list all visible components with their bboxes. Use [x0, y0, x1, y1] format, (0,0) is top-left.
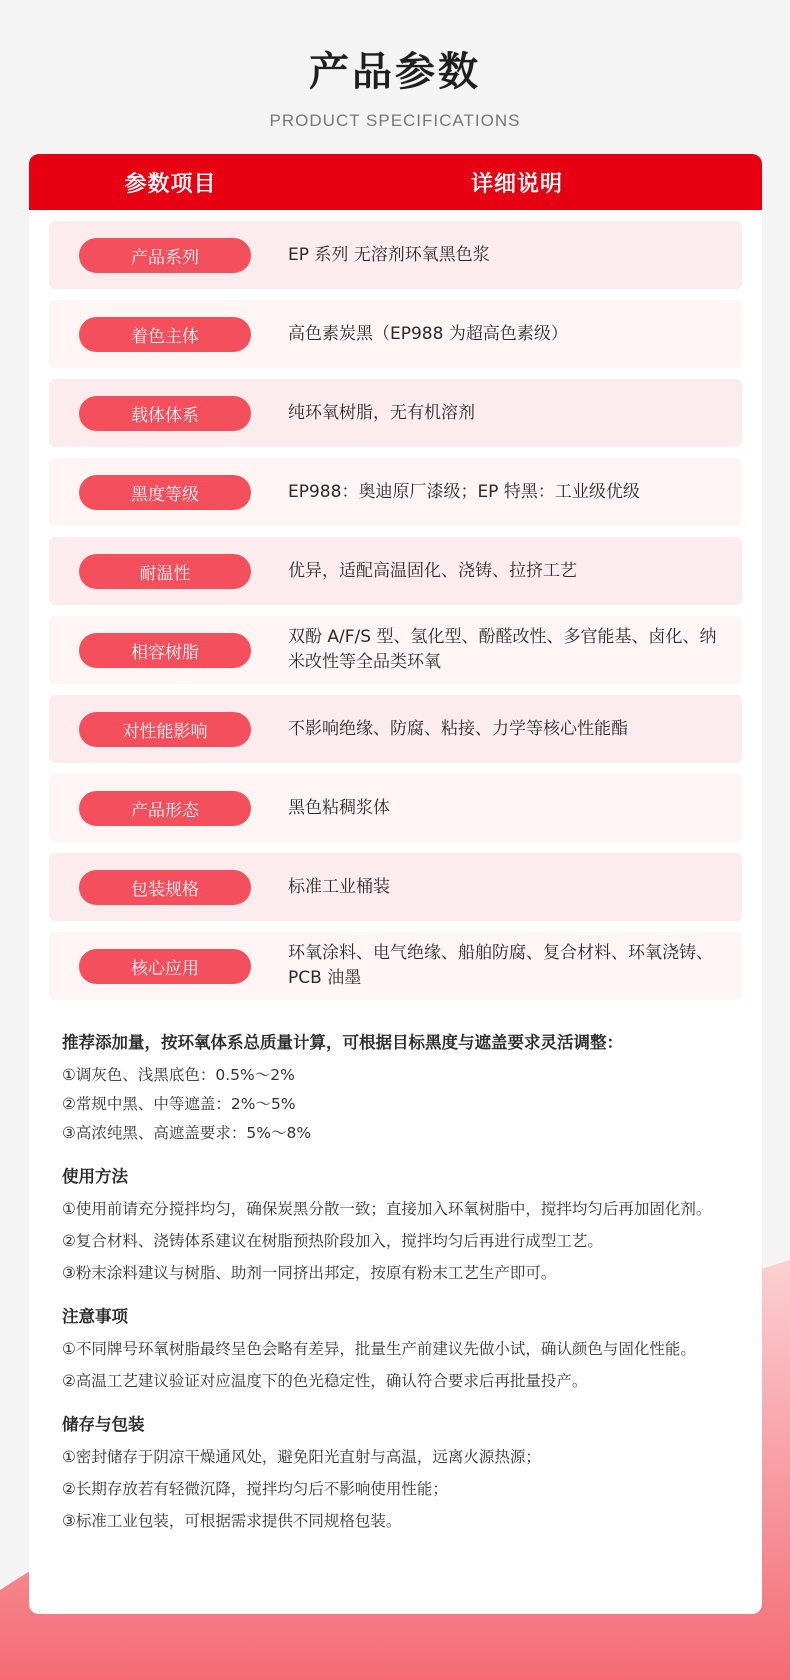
cautions-section	[62, 1303, 729, 1391]
dosage-title: 推荐添加量，按环氧体系总质量计算，可根据目标黑度与遮盖要求灵活调整：	[62, 1033, 623, 1052]
table-row	[49, 616, 742, 684]
row-label: 耐温性	[79, 554, 251, 589]
usage-title: 使用方法	[62, 1167, 128, 1186]
dosage-section	[62, 1029, 729, 1143]
page-subtitle: PRODUCT SPECIFICATIONS	[269, 111, 521, 130]
row-label: 对性能影响	[79, 712, 251, 747]
dosage-item: ③高浓纯黑、高遮盖要求：5%～8%	[62, 1124, 312, 1142]
column-header-param: 参数项目	[124, 171, 217, 197]
table-row	[49, 695, 742, 763]
row-value: 纯环氧树脂，无有机溶剂	[288, 402, 475, 423]
row-label: 产品系列	[79, 238, 251, 273]
storage-section	[62, 1411, 729, 1531]
usage-item: ③粉末涂料建议与树脂、助剂一同挤出邦定，按原有粉末工艺生产即可。	[62, 1264, 557, 1282]
caution-item: ①不同牌号环氧树脂最终呈色会略有差异，批量生产前建议先做小试，确认颜色与固化性能。	[62, 1340, 696, 1358]
row-label: 着色主体	[79, 317, 251, 352]
table-row	[49, 458, 742, 526]
cautions-title: 注意事项	[62, 1307, 128, 1326]
storage-item: ①密封储存于阴凉干燥通风处，避免阳光直射与高温，远离火源热源；	[62, 1448, 541, 1466]
page-header	[0, 40, 790, 131]
spec-card	[29, 154, 762, 1614]
table-row	[49, 537, 742, 605]
caution-item: ②高温工艺建议验证对应温度下的色光稳定性，确认符合要求后再批量投产。	[62, 1372, 588, 1390]
storage-item: ②长期存放若有轻微沉降，搅拌均匀后不影响使用性能；	[62, 1480, 448, 1498]
row-label: 相容树脂	[79, 633, 251, 668]
spec-rows	[29, 210, 762, 1000]
row-value: 标准工业桶装	[288, 876, 390, 897]
row-value: EP988：奥迪原厂漆级；EP 特黑：工业级优级	[288, 481, 640, 502]
storage-title: 储存与包装	[62, 1415, 145, 1434]
table-row	[49, 932, 742, 1000]
row-label: 产品形态	[79, 791, 251, 826]
table-row	[49, 379, 742, 447]
row-value: 高色素炭黑（EP988 为超高色素级）	[288, 323, 568, 344]
table-row	[49, 853, 742, 921]
table-row	[49, 221, 742, 289]
table-header	[29, 154, 762, 210]
row-value: 环氧涂料、电气绝缘、船舶防腐、复合材料、环氧浇铸、PCB 油墨	[288, 943, 713, 988]
usage-section	[62, 1163, 729, 1283]
dosage-item: ①调灰色、浅黑底色：0.5%～2%	[62, 1066, 295, 1084]
row-label: 核心应用	[79, 949, 251, 984]
dosage-item: ②常规中黑、中等遮盖：2%～5%	[62, 1095, 296, 1113]
usage-item: ②复合材料、浇铸体系建议在树脂预热阶段加入，搅拌均匀后再进行成型工艺。	[62, 1232, 603, 1250]
row-value: EP 系列 无溶剂环氧黑色浆	[288, 244, 490, 265]
column-header-detail: 详细说明	[470, 171, 563, 197]
notes-section	[29, 1011, 762, 1531]
table-row	[49, 774, 742, 842]
usage-item: ①使用前请充分搅拌均匀，确保炭黑分散一致；直接加入环氧树脂中，搅拌均匀后再加固化剂。	[62, 1200, 712, 1218]
row-label: 载体体系	[79, 396, 251, 431]
table-row	[49, 300, 742, 368]
row-label: 黑度等级	[79, 475, 251, 510]
row-value: 黑色粘稠浆体	[288, 797, 390, 818]
storage-item: ③标准工业包装，可根据需求提供不同规格包装。	[62, 1512, 402, 1530]
row-label: 包装规格	[79, 870, 251, 905]
row-value: 不影响绝缘、防腐、粘接、力学等核心性能酯	[288, 718, 628, 739]
row-value: 双酚 A/F/S 型、氢化型、酚醛改性、多官能基、卤化、纳米改性等全品类环氧	[288, 627, 717, 672]
page-title: 产品参数	[309, 49, 481, 95]
row-value: 优异，适配高温固化、浇铸、拉挤工艺	[288, 560, 577, 581]
